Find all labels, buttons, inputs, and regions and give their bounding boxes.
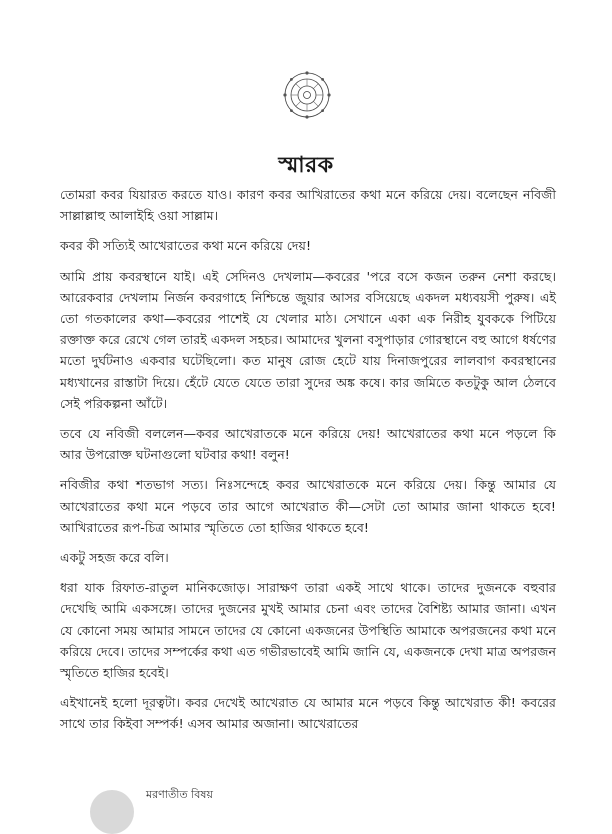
paragraph: নবিজীর কথা শতভাগ সত্য। নিঃসন্দেহে কবর আখেরাতকে মনে করিয়ে দেয়। কিন্তু আমার যে আখেরাতের কথা মনে পড়বে তার আগে আখেরাত কী—সেটা তো আমার জানা থাকতে হবে! আখিরাতের রূপ-চিত্র আমার স্মৃতিতে তো হাজির থাকতে হবে! xyxy=(60,477,556,535)
paragraph: তোমরা কবর যিয়ারত করতে যাও। কারণ কবর আখিরাতের কথা মনে করিয়ে দেয়। বলেছেন নবিজী সাল্লাল্লাহু আলাইহি ওয়া সাল্লাম। xyxy=(60,187,556,224)
chapter-title: স্মারক xyxy=(278,153,334,178)
footer-book-title: মরণাতীত বিষয় xyxy=(146,788,213,801)
chapter-body xyxy=(60,184,556,744)
paragraph: আমি প্রায় কবরস্থানে যাই। এই সেদিনও দেখলাম—কবরের 'পরে বসে কজন তরুন নেশা করছে। আরেকবার দেখলাম নির্জন কবরগাহে নিশ্চিন্তে জুয়ার আসর বসিয়েছে একদল মধ্যবয়সী পুরুষ। এই তো গতকালের কথা—কবরের পাশেই যে খেলার মাঠ। সেখানে একা এক নিরীহ যুবককে পিটিয়ে রক্তাক্ত করে রেখে গেল তারই একদল সহচর। আমাদের খুলনা বসুপাড়ার গোরস্থানে বহু আগে ধর্ষণের মতো দুর্ঘটনাও একবার ঘটেছিলো। কত মানুষ রোজ হেটে যায় দিনাজপুরের লালবাগ কবরস্থানের মধ্যখানের রাস্তাটা দিয়ে। হেঁটে যেতে যেতে তারা সুদের অঙ্ক কষে। কার জমিতে কতটুকু আল ঠেলবে সেই পরিকল্পনা আঁটে। xyxy=(60,268,556,411)
mandala-ornament-icon xyxy=(282,70,332,120)
page-number-circle xyxy=(90,790,134,834)
paragraph: তবে যে নবিজী বললেন—কবর আখেরাতকে মনে করিয়ে দেয়! আখেরাতের কথা মনে পড়লে কি আর উপরোক্ত ঘটনাগুলো ঘটবার কথা! বলুন! xyxy=(60,426,556,463)
paragraph: ধরা যাক রিফাত-রাতুল মানিকজোড়। সারাক্ষণ তারা একই সাথে থাকে। তাদের দুজনকে বহুবার দেখেছি আমি একসঙ্গে। তাদের দুজনের মুখই আমার চেনা এবং তাদের বৈশিষ্ট্য আমার জানা। এখন যে কোনো সময় আমার সামনে তাদের যে কোনো একজনের উপস্থিতি আমাকে অপরজনের কথা মনে করিয়ে দেবে। তাদের সম্পর্কের কথা এত গভীরভাবেই আমি জানি যে, একজনকে দেখা মাত্র অপরজন স্মৃতিতে হাজির হবেই। xyxy=(60,580,556,681)
paragraph: এইখানেই হলো দূরত্বটা। কবর দেখেই আখেরাত যে আমার মনে পড়বে কিন্তু আখেরাত কী! কবরের সাথে তার কিইবা সম্পর্ক! এসব আমার অজানা। আখেরাতের xyxy=(60,695,556,732)
paragraph: কবর কী সত্যিই আখেরাতের কথা মনে করিয়ে দেয়! xyxy=(60,238,311,254)
paragraph: একটু সহজ করে বলি। xyxy=(60,550,169,566)
page-footer xyxy=(90,784,390,814)
